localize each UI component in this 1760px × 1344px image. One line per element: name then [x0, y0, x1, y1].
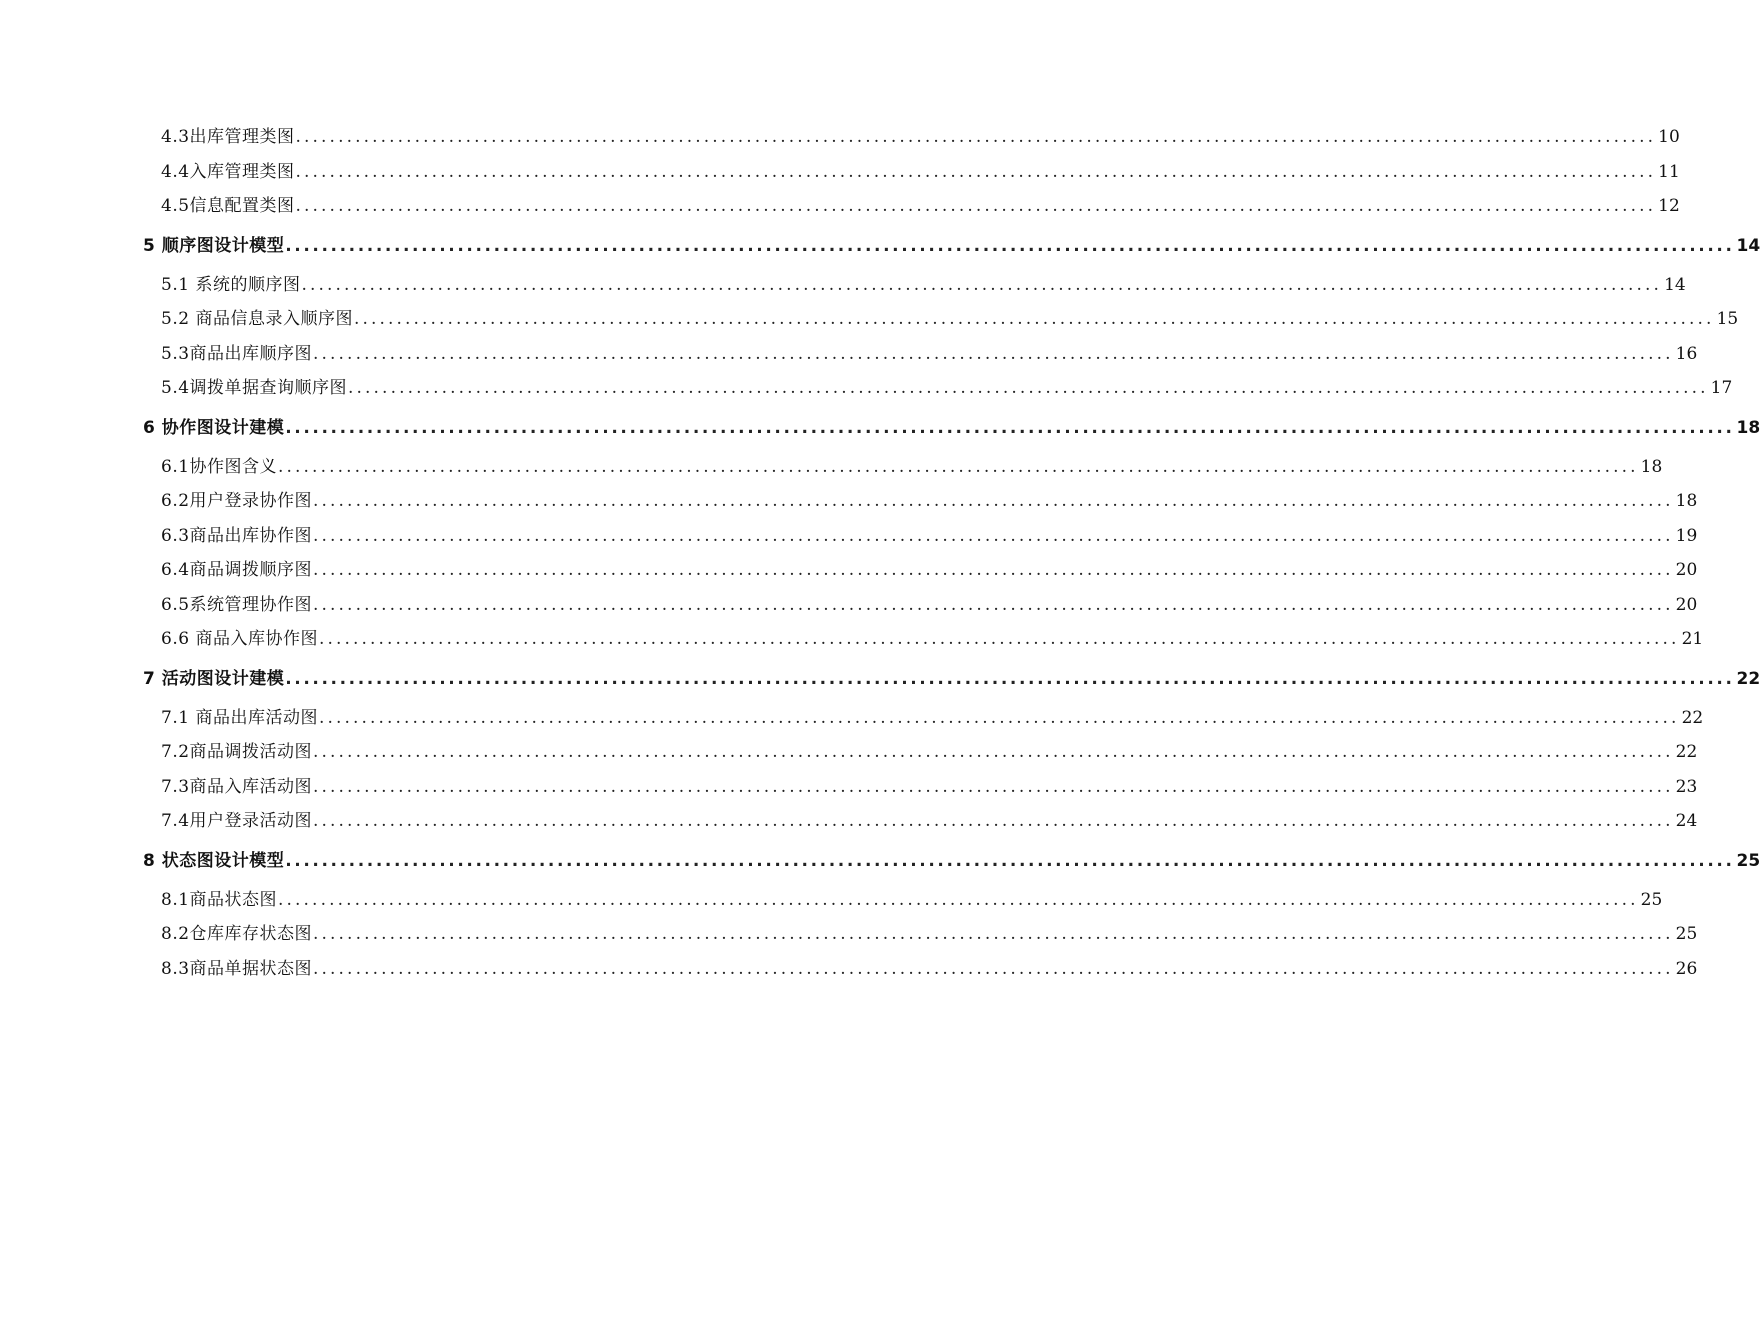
toc-section-entry[interactable]: [143, 302, 1739, 337]
toc-dot-leader: ................................................................................................................................................................: [295, 196, 1657, 216]
toc-entry-title: 6.4商品调拨顺序图: [161, 560, 313, 580]
toc-chapter-entry[interactable]: [143, 224, 1760, 268]
toc-entry-page-number: 25: [1640, 889, 1663, 910]
toc-dot-leader: ................................................................................................................................................................: [313, 343, 1674, 364]
toc-entry-title: 6.2用户登录协作图: [161, 491, 313, 511]
toc-entry-page-number: 14: [1736, 235, 1760, 256]
toc-entry-title: 6.5系统管理协作图: [161, 594, 313, 615]
toc-dot-leader: ................................................................................................................................................................: [285, 850, 1735, 871]
toc-entry-title: 5.3商品出库顺序图: [161, 343, 313, 364]
toc-entry-title: 5 顺序图设计模型: [143, 235, 285, 256]
toc-entry-page-number: 26: [1675, 958, 1698, 979]
toc-entry-title: 7.3商品入库活动图: [161, 776, 313, 797]
toc-entry-title: 6.6 商品入库协作图: [161, 629, 318, 649]
table-of-contents: [143, 120, 1760, 986]
toc-entry-title: 4.3出库管理类图: [161, 127, 295, 147]
toc-section-entry[interactable]: [143, 268, 1686, 303]
toc-dot-leader: ................................................................................................................................................................: [313, 525, 1674, 546]
toc-section-entry[interactable]: [143, 735, 1698, 770]
toc-entry-title: 4.4入库管理类图: [161, 161, 295, 182]
toc-dot-leader: ................................................................................................................................................................: [318, 707, 1680, 728]
toc-entry-page-number: 25: [1675, 924, 1698, 944]
toc-dot-leader: ................................................................................................................................................................: [278, 889, 1639, 910]
toc-section-entry[interactable]: [143, 553, 1698, 588]
toc-entry-page-number: 18: [1736, 417, 1760, 438]
toc-dot-leader: ................................................................................................................................................................: [313, 776, 1674, 797]
toc-dot-leader: ................................................................................................................................................................: [295, 161, 1657, 182]
toc-dot-leader: ................................................................................................................................................................: [313, 924, 1674, 944]
toc-entry-title: 8.1商品状态图: [161, 889, 278, 910]
toc-entry-page-number: 18: [1640, 456, 1663, 477]
toc-entry-title: 8.2仓库库存状态图: [161, 924, 313, 944]
toc-dot-leader: ................................................................................................................................................................: [278, 456, 1639, 477]
toc-dot-leader: ................................................................................................................................................................: [318, 629, 1680, 649]
toc-chapter-entry[interactable]: [143, 406, 1760, 450]
toc-entry-page-number: 21: [1681, 629, 1704, 649]
toc-entry-page-number: 23: [1675, 776, 1698, 797]
toc-entry-title: 8 状态图设计模型: [143, 850, 285, 871]
toc-entry-page-number: 22: [1681, 707, 1704, 728]
toc-entry-title: 8.3商品单据状态图: [161, 958, 313, 979]
toc-entry-page-number: 19: [1675, 525, 1698, 546]
toc-entry-page-number: 10: [1658, 127, 1680, 147]
toc-section-entry[interactable]: [143, 952, 1698, 987]
toc-entry-title: 7.2商品调拨活动图: [161, 742, 313, 762]
toc-dot-leader: ................................................................................................................................................................: [313, 594, 1674, 615]
toc-section-entry[interactable]: [143, 120, 1680, 155]
toc-entry-title: 7.4用户登录活动图: [161, 811, 313, 831]
toc-section-entry[interactable]: [143, 450, 1663, 485]
toc-entry-page-number: 24: [1675, 811, 1698, 831]
toc-entry-page-number: 20: [1675, 594, 1698, 615]
toc-entry-page-number: 18: [1675, 491, 1698, 511]
toc-section-entry[interactable]: [143, 337, 1698, 372]
toc-entry-title: 6.3商品出库协作图: [161, 525, 313, 546]
toc-section-entry[interactable]: [143, 588, 1698, 623]
toc-chapter-entry[interactable]: [143, 657, 1760, 701]
toc-entry-page-number: 14: [1664, 274, 1686, 295]
toc-entry-title: 6.1协作图含义: [161, 456, 278, 477]
toc-dot-leader: ................................................................................................................................................................: [313, 491, 1674, 511]
toc-dot-leader: ................................................................................................................................................................: [295, 127, 1657, 147]
toc-section-entry[interactable]: [143, 371, 1733, 406]
toc-entry-title: 5.1 系统的顺序图: [161, 274, 301, 295]
toc-section-entry[interactable]: [143, 883, 1663, 918]
toc-entry-page-number: 15: [1716, 309, 1739, 329]
toc-entry-page-number: 25: [1736, 850, 1760, 871]
toc-entry-page-number: 11: [1658, 161, 1680, 182]
toc-dot-leader: ................................................................................................................................................................: [285, 668, 1735, 689]
toc-dot-leader: ................................................................................................................................................................: [353, 309, 1715, 329]
toc-entry-title: 5.4调拨单据查询顺序图: [161, 378, 348, 398]
toc-entry-title: 6 协作图设计建模: [143, 417, 285, 438]
toc-section-entry[interactable]: [143, 770, 1698, 805]
toc-dot-leader: ................................................................................................................................................................: [313, 958, 1674, 979]
toc-section-entry[interactable]: [143, 155, 1680, 190]
toc-entry-page-number: 20: [1675, 560, 1698, 580]
toc-entry-title: 7.1 商品出库活动图: [161, 707, 318, 728]
toc-entry-title: 5.2 商品信息录入顺序图: [161, 309, 353, 329]
toc-entry-title: 4.5信息配置类图: [161, 196, 295, 216]
toc-chapter-entry[interactable]: [143, 839, 1760, 883]
toc-dot-leader: ................................................................................................................................................................: [313, 811, 1674, 831]
toc-dot-leader: ................................................................................................................................................................: [301, 274, 1663, 295]
toc-section-entry[interactable]: [143, 622, 1704, 657]
toc-entry-page-number: 12: [1658, 196, 1680, 216]
toc-section-entry[interactable]: [143, 701, 1704, 736]
toc-section-entry[interactable]: [143, 804, 1698, 839]
toc-dot-leader: ................................................................................................................................................................: [313, 560, 1674, 580]
toc-entry-page-number: 17: [1710, 378, 1733, 398]
toc-dot-leader: ................................................................................................................................................................: [313, 742, 1674, 762]
toc-entry-title: 7 活动图设计建模: [143, 668, 285, 689]
toc-dot-leader: ................................................................................................................................................................: [285, 235, 1735, 256]
toc-section-entry[interactable]: [143, 189, 1680, 224]
toc-section-entry[interactable]: [143, 484, 1698, 519]
toc-entry-page-number: 22: [1675, 742, 1698, 762]
toc-section-entry[interactable]: [143, 519, 1698, 554]
toc-entry-page-number: 16: [1675, 343, 1698, 364]
toc-dot-leader: ................................................................................................................................................................: [285, 417, 1735, 438]
toc-section-entry[interactable]: [143, 917, 1698, 952]
toc-dot-leader: ................................................................................................................................................................: [348, 378, 1709, 398]
toc-entry-page-number: 22: [1736, 668, 1760, 689]
